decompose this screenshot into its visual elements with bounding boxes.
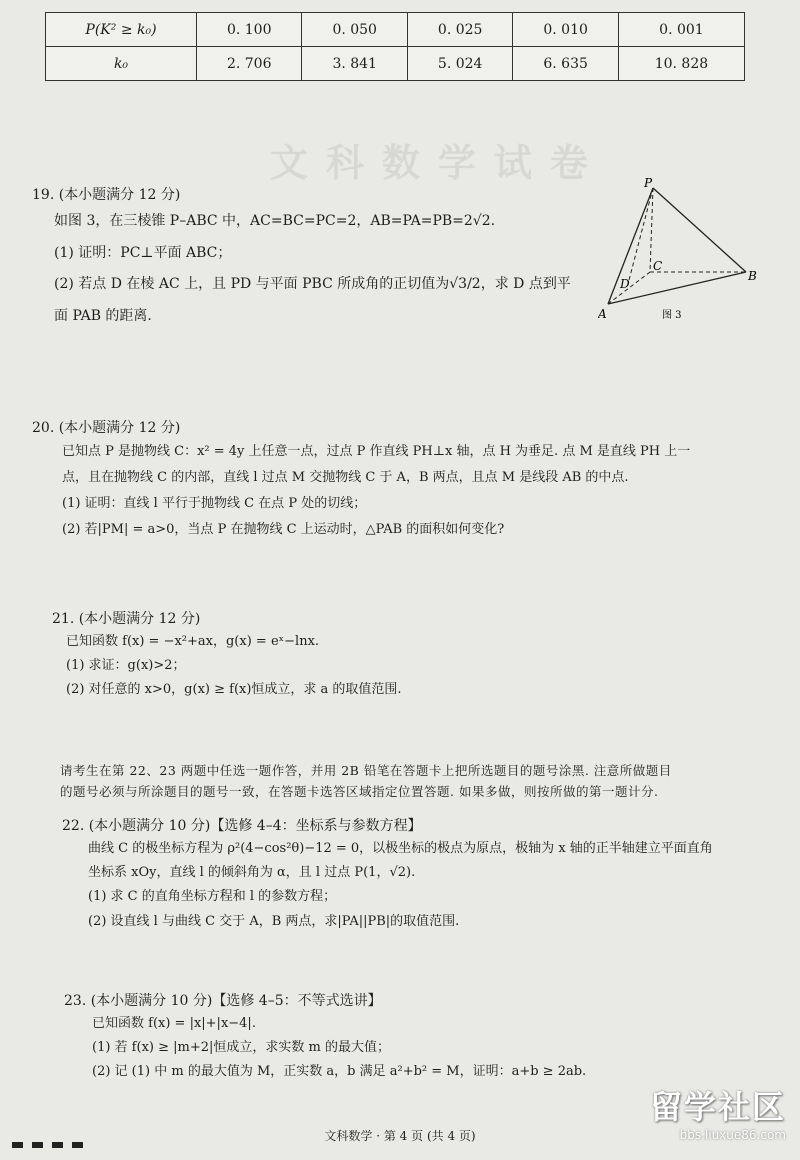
table-cell: 10. 828 xyxy=(618,47,744,81)
question-line: (1) 若 f(x) ≥ |m+2|恒成立，求实数 m 的最大值； xyxy=(92,1040,390,1056)
bleed-through-title: 文科数学试卷 xyxy=(270,140,607,185)
question-line: (2) 若|PM| = a>0，当点 P 在抛物线 C 上运动时，△PAB 的面积如何变化? xyxy=(62,522,505,538)
notice-line: 的题号必须与所涂题目的题号一致，在答题卡选答区域指定位置答题. 如果多做，则按所做的第一题计分. xyxy=(60,784,659,800)
table-cell: 0. 010 xyxy=(513,13,618,47)
question-23 xyxy=(64,990,764,1085)
vertex-label: B xyxy=(748,269,757,283)
table-cell: 0. 025 xyxy=(407,13,512,47)
question-19 xyxy=(32,184,592,332)
vertex-label: P xyxy=(644,176,653,190)
table-row xyxy=(46,47,745,81)
page-footer: 文科数学 · 第 4 页 (共 4 页) xyxy=(324,1129,476,1143)
question-line: 曲线 C 的极坐标方程为 ρ²(4−cos²θ)−12 = 0，以极坐标的极点为原点，极轴为 x 轴的正半轴建立平面直角 xyxy=(88,841,713,857)
question-22 xyxy=(62,815,782,934)
question-line: 已知函数 f(x) = |x|+|x−4|. xyxy=(92,1016,256,1032)
question-line: (1) 证明：直线 l 平行于抛物线 C 在点 P 处的切线； xyxy=(62,496,367,512)
table-cell: 0. 100 xyxy=(197,13,302,47)
notice-line: 请考生在第 22、23 两题中任选一题作答，并用 2B 铅笔在答题卡上把所选题目的题号涂黑. 注意所做题目 xyxy=(60,763,672,778)
table-header-cell: k₀ xyxy=(46,47,197,81)
table-cell: 0. 001 xyxy=(618,13,744,47)
question-line: 面 PAB 的距离. xyxy=(54,307,152,324)
vertex-label: A xyxy=(598,307,607,321)
question-line: (1) 求证：g(x)>2； xyxy=(66,658,186,674)
table-cell: 3. 841 xyxy=(302,47,407,81)
question-title: 22. (本小题满分 10 分)【选修 4–4：坐标系与参数方程】 xyxy=(62,818,422,834)
tetrahedron-figure xyxy=(598,176,768,326)
table-cell: 2. 706 xyxy=(197,47,302,81)
question-line: 已知点 P 是抛物线 C：x² = 4y 上任意一点，过点 P 作直线 PH⊥x 轴，点 H 为垂足. 点 M 是直线 PH 上一 xyxy=(62,444,691,460)
vertex-label: C xyxy=(653,259,663,273)
question-line: (2) 记 (1) 中 m 的最大值为 M，正实数 a，b 满足 a²+b² = M，证明：a+b ≥ 2ab. xyxy=(92,1064,587,1080)
instructions-notice xyxy=(60,760,750,803)
question-line: (2) 对任意的 x>0，g(x) ≥ f(x)恒成立，求 a 的取值范围. xyxy=(66,682,402,698)
question-title: 23. (本小题满分 10 分)【选修 4–5：不等式选讲】 xyxy=(64,993,382,1009)
question-title: 19. (本小题满分 12 分) xyxy=(32,187,181,203)
question-line: 坐标系 xOy，直线 l 的倾斜角为 α，且 l 过点 P(1，√2). xyxy=(88,865,416,881)
vertex-label: D xyxy=(620,277,630,291)
question-line: (1) 证明：PC⊥平面 ABC； xyxy=(54,244,232,261)
watermark-url: bbs.liuxue86.com xyxy=(679,1128,786,1142)
question-21 xyxy=(52,608,752,703)
table-cell: 0. 050 xyxy=(302,13,407,47)
figure-caption: 图 3 xyxy=(662,310,682,321)
table-header-cell: P(K² ≥ k₀) xyxy=(46,13,197,47)
watermark-logo: 留学社区 xyxy=(649,1088,786,1126)
watermark xyxy=(650,1082,786,1142)
question-line: 点，且在抛物线 C 的内部，直线 l 过点 M 交抛物线 C 于 A，B 两点，且点 M 是线段 AB 的中点. xyxy=(62,470,629,486)
table-cell: 6. 635 xyxy=(513,47,618,81)
question-line: 如图 3，在三棱锥 P–ABC 中，AC=BC=PC=2，AB=PA=PB=2√2. xyxy=(54,213,496,230)
critical-value-table xyxy=(45,12,745,81)
table-row xyxy=(46,13,745,47)
table-cell: 5. 024 xyxy=(407,47,512,81)
question-title: 21. (本小题满分 12 分) xyxy=(52,611,201,627)
question-line: 已知函数 f(x) = −x²+ax，g(x) = eˣ−lnx. xyxy=(66,634,320,650)
question-line: (1) 求 C 的直角坐标方程和 l 的参数方程； xyxy=(88,889,337,905)
question-20 xyxy=(32,417,772,543)
question-line: (2) 设直线 l 与曲线 C 交于 A，B 两点，求|PA||PB|的取值范围. xyxy=(88,913,460,929)
question-line: (2) 若点 D 在棱 AC 上，且 PD 与平面 PBC 所成角的正切值为√3/2，求 D 点到平 xyxy=(54,276,571,293)
question-title: 20. (本小题满分 12 分) xyxy=(32,420,181,436)
